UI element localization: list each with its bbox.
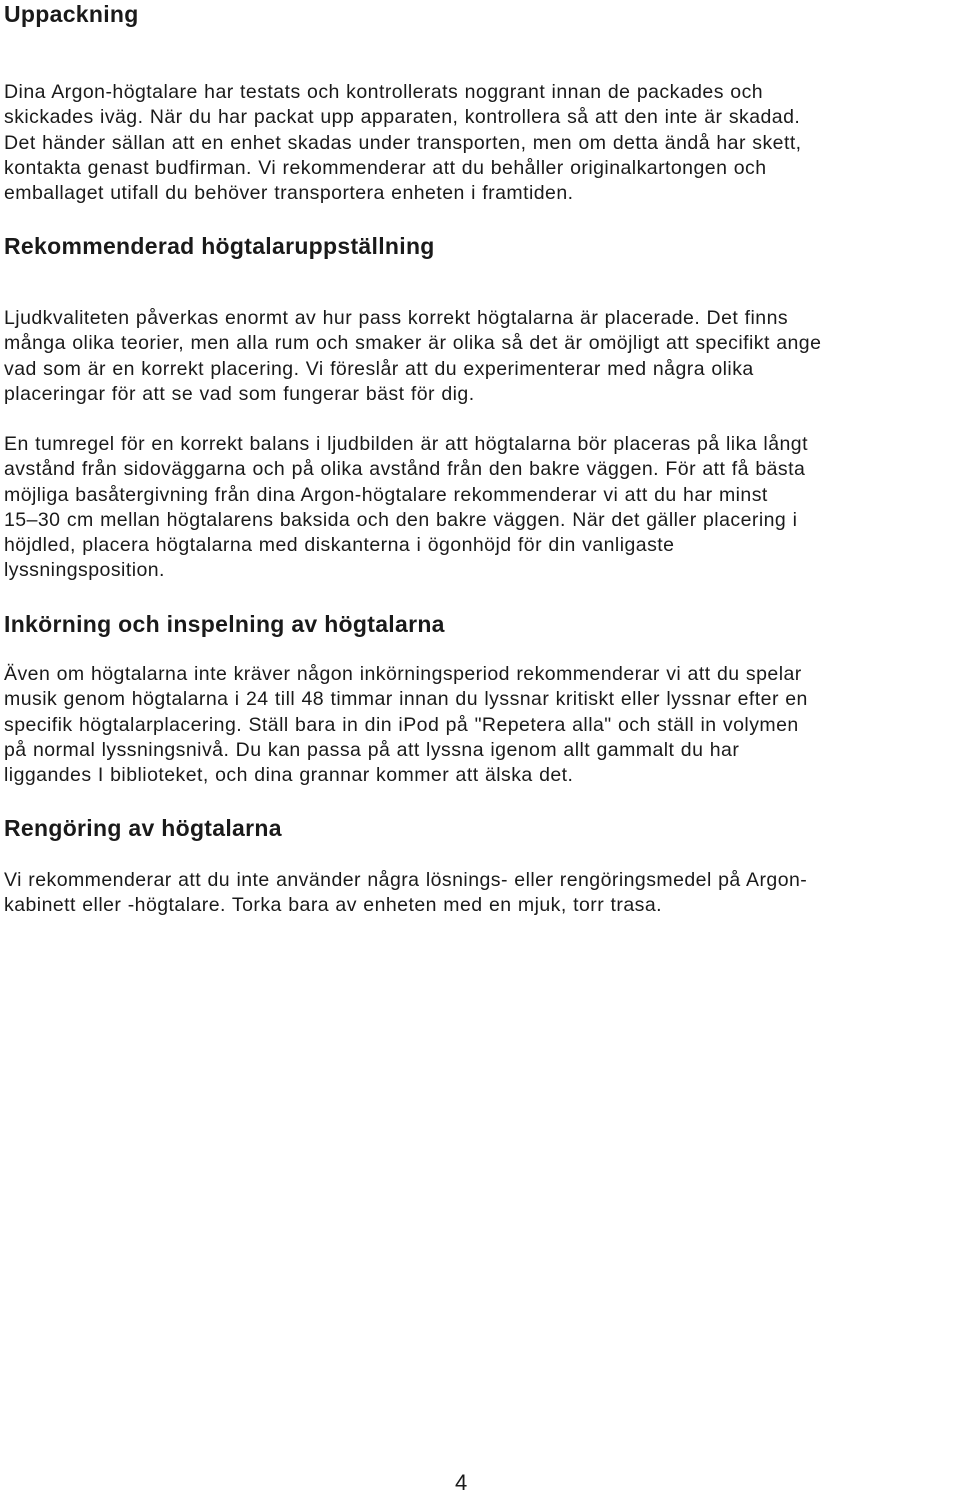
text-line: på normal lyssningsnivå. Du kan passa på att lyssna igenom allt gammalt du har xyxy=(4,738,740,761)
text-line: vad som är en korrekt placering. Vi föreslår att du experimenterar med några olika xyxy=(4,357,754,380)
text-line: 15–30 cm mellan högtalarens baksida och den bakre väggen. När det gäller placering i xyxy=(4,508,798,531)
text-line: musik genom högtalarna i 24 till 48 timmar innan du lyssnar kritiskt eller lyssnar efter en xyxy=(4,688,808,711)
text-line: En tumregel för en korrekt balans i ljudbilden är att högtalarna bör placeras på lika långt xyxy=(4,433,808,455)
text-line: liggandes I biblioteket, och dina grannar kommer att älska det. xyxy=(4,764,574,787)
text-line: kabinett eller -högtalare. Torka bara av enheten med en mjuk, torr trasa. xyxy=(4,894,662,917)
section-heading-inkorning: Inkörning och inspelning av högtalarna xyxy=(4,611,445,637)
text-line: höjdled, placera högtalarna med diskanterna i ögonhöjd för din vanligaste xyxy=(4,534,675,557)
text-line: Ljudkvaliteten påverkas enormt av hur pass korrekt högtalarna är placerade. Det finns xyxy=(4,307,789,329)
section-heading-rengoring: Rengöring av högtalarna xyxy=(4,815,282,841)
text-line: Det händer sällan att en enhet skadas under transporten, men om detta ändå har skett, xyxy=(4,131,802,154)
paragraph-tumregel xyxy=(4,432,960,584)
text-line: Vi rekommenderar att du inte använder några lösnings- eller rengöringsmedel på Argon- xyxy=(4,869,808,891)
text-line: skickades iväg. När du har packat upp apparaten, kontrollera så att den inte är skadad. xyxy=(4,106,801,129)
text-line: placeringar för att se vad som fungerar bäst för dig. xyxy=(4,382,475,405)
text-line: Dina Argon-högtalare har testats och kontrollerats noggrant innan de packades och xyxy=(4,81,764,103)
text-line: kontakta genast budfirman. Vi rekommenderar att du behåller originalkartongen och xyxy=(4,156,767,179)
text-line: lyssningsposition. xyxy=(4,559,165,582)
text-line: emballaget utifall du behöver transportera enheten i framtiden. xyxy=(4,182,574,205)
text-line: specifik högtalarplacering. Ställ bara in din iPod på "Repetera alla" och ställ in volymen xyxy=(4,713,799,736)
text-line: många olika teorier, men alla rum och smaker är olika så det är omöjligt att specifikt ange xyxy=(4,332,822,355)
paragraph-rengoring xyxy=(4,868,960,919)
paragraph-ljudkvaliteten xyxy=(4,306,960,407)
page-number: 4 xyxy=(455,1470,468,1495)
text-line: avstånd från sidoväggarna och på olika avstånd från den bakre väggen. För att få bästa xyxy=(4,458,806,481)
paragraph-inkorning xyxy=(4,662,960,788)
text-line: möjliga basåtergivning från dina Argon-högtalare rekommenderar vi att du har minst xyxy=(4,483,768,506)
text-line: Även om högtalarna inte kräver någon inkörningsperiod rekommenderar vi att du spelar xyxy=(4,663,802,685)
paragraph-uppackning xyxy=(4,80,960,206)
section-heading-uppackning: Uppackning xyxy=(4,1,139,27)
section-heading-hogtalaruppstallning: Rekommenderad högtalaruppställning xyxy=(4,233,435,259)
